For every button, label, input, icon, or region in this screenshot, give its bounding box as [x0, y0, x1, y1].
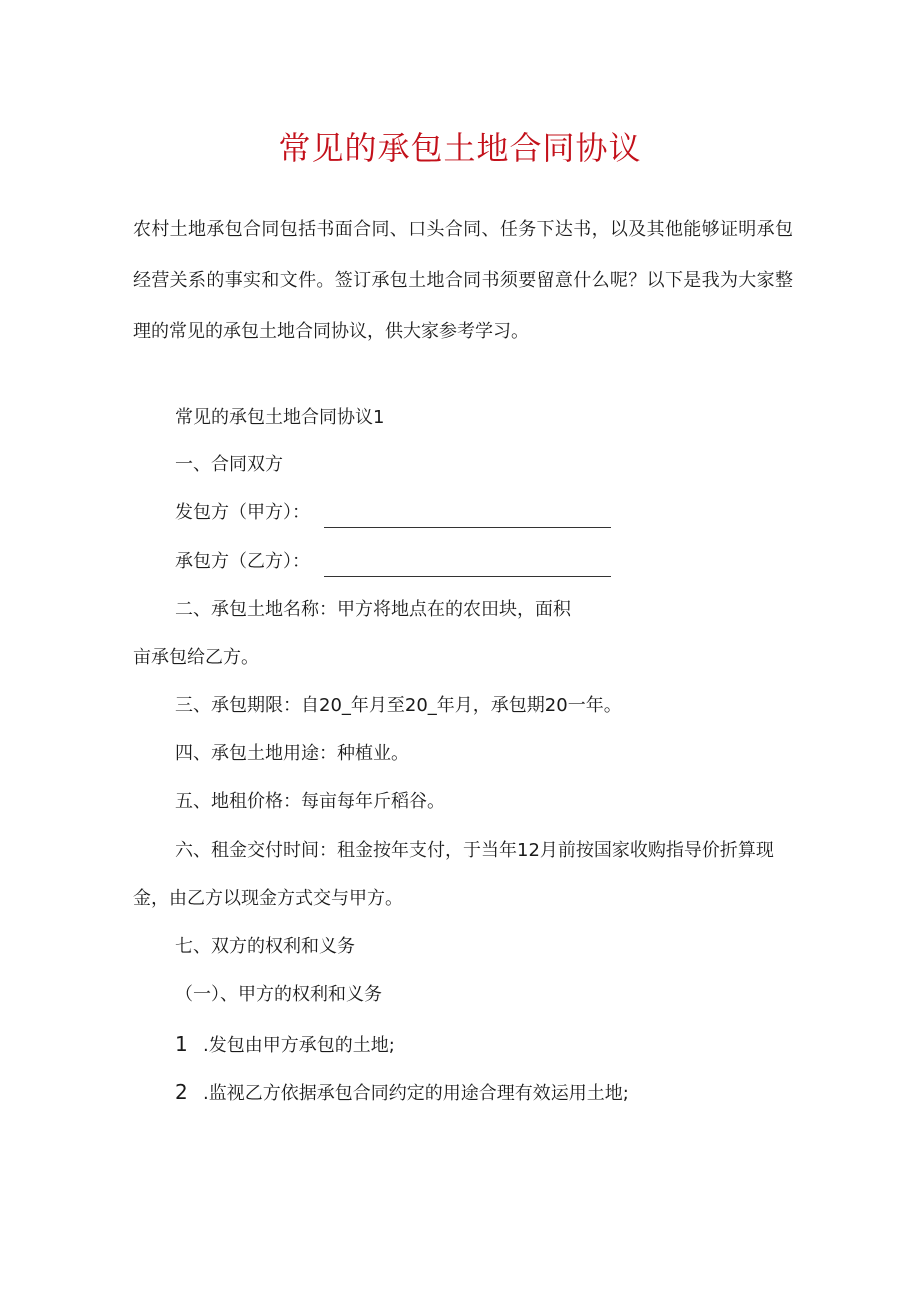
list-item [175, 1029, 395, 1061]
section-title: 常见的承包土地合同协议1 [175, 407, 385, 428]
list-item-number: 1 [175, 1032, 188, 1056]
intro-paragraph: 农村土地承包合同包括书面合同、口头合同、任务下达书，以及其他能够证明承包经营关系的事实和文件。签订承包土地合同书须要留意什么呢？以下是我为大家整理的常见的承包土地合同协议，供大家参考学习。 [133, 219, 793, 342]
party-b-label: 承包方（乙方）： [175, 551, 310, 572]
party-a-label: 发包方（甲方）： [175, 502, 310, 523]
party-a-rights-heading: （一）、甲方的权利和义务 [175, 984, 382, 1005]
party-a-blank [324, 505, 611, 528]
land-name-clause-continued: 亩承包给乙方。 [133, 647, 259, 668]
party-b-blank [324, 554, 611, 577]
party-a-line [175, 498, 611, 528]
rights-heading: 七、双方的权利和义务 [175, 936, 355, 957]
term-clause: 三、承包期限：自20_年月至20_年月，承包期20一年。 [175, 695, 622, 716]
parties-heading: 一、合同双方 [175, 454, 283, 475]
list-item-number: 2 [175, 1080, 188, 1104]
usage-clause: 四、承包土地用途：种植业。 [175, 743, 409, 764]
document-title: 常见的承包土地合同协议 [278, 129, 642, 167]
list-item-text: .监视乙方依据承包合同约定的用途合理有效运用土地; [203, 1083, 629, 1104]
rent-price-clause: 五、地租价格：每亩每年斤稻谷。 [175, 791, 445, 812]
payment-clause-continued: 金，由乙方以现金方式交与甲方。 [133, 888, 403, 909]
payment-clause: 六、租金交付时间：租金按年支付，于当年12月前按国家收购指导价折算现 [175, 840, 774, 861]
party-b-line [175, 547, 611, 577]
list-item-text: .发包由甲方承包的土地; [203, 1035, 395, 1056]
list-item [175, 1077, 629, 1109]
land-name-clause: 二、承包土地名称：甲方将地点在的农田块，面积 [175, 599, 571, 620]
